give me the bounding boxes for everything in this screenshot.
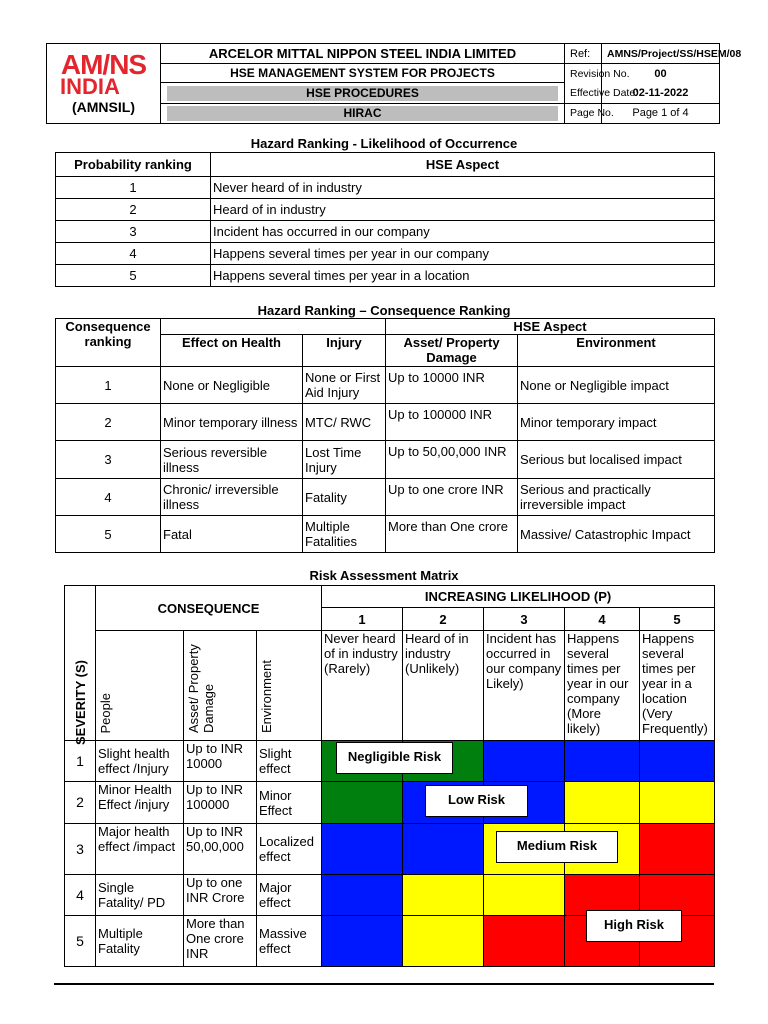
- consequence-asset: More than One crore: [386, 516, 518, 553]
- severity-people: Major health effect /impact: [96, 824, 184, 875]
- severity-num: 4: [65, 875, 96, 916]
- asset-label: Asset/ Property Damage: [186, 644, 216, 733]
- likelihood-desc: Incident has occurred in our company Likely): [484, 631, 565, 741]
- likelihood-desc: Never heard of in industry (Rarely): [322, 631, 403, 741]
- revision-value: 00: [602, 64, 720, 83]
- consequence-col-group: HSE Aspect: [386, 319, 715, 335]
- likelihood-num: 2: [403, 608, 484, 631]
- likelihood-col-rank: Probability ranking: [56, 153, 211, 177]
- company-logo: AM/NS: [60, 48, 147, 80]
- severity-asset: More than One crore INR: [184, 916, 257, 967]
- consequence-health: Serious reversible illness: [161, 441, 303, 479]
- consequence-env: Minor temporary impact: [518, 404, 715, 441]
- environment-label: Environment: [259, 660, 274, 733]
- risk-cell: [484, 741, 565, 782]
- severity-num: 3: [65, 824, 96, 875]
- risk-cell: [322, 782, 403, 824]
- likelihood-rank: 2: [56, 199, 211, 221]
- likelihood-aspect: Heard of in industry: [211, 199, 715, 221]
- severity-asset: Up to INR 10000: [184, 741, 257, 782]
- legend-low-risk: Low Risk: [425, 785, 528, 817]
- severity-env: Massive effect: [257, 916, 322, 967]
- likelihood-aspect: Happens several times per year in a location: [211, 265, 715, 287]
- consequence-env: Serious but localised impact: [518, 441, 715, 479]
- legend-negligible-risk: Negligible Risk: [336, 742, 453, 774]
- document-title: HIRAC: [167, 106, 558, 121]
- consequence-health: Chronic/ irreversible illness: [161, 479, 303, 516]
- page-value: Page 1 of 4: [602, 103, 720, 123]
- consequence-rank: 5: [56, 516, 161, 553]
- sub-header-env: [257, 631, 322, 741]
- likelihood-desc: Happens several times per year in our company (More likely): [565, 631, 640, 741]
- severity-label: SEVERITY (S): [72, 659, 88, 745]
- legend-high-risk: High Risk: [586, 910, 682, 942]
- table-row: [56, 367, 715, 404]
- risk-cell: [565, 741, 640, 782]
- risk-cell: [484, 875, 565, 916]
- consequence-health: None or Negligible: [161, 367, 303, 404]
- consequence-injury: None or First Aid Injury: [303, 367, 386, 404]
- consequence-header-spacer: [161, 319, 386, 335]
- consequence-env: Massive/ Catastrophic Impact: [518, 516, 715, 553]
- likelihood-col-aspect: HSE Aspect: [211, 153, 715, 177]
- risk-cell: [322, 824, 403, 875]
- consequence-col-injury: Injury: [303, 335, 386, 367]
- severity-axis-cell: [65, 586, 96, 745]
- sub-header-people: [96, 631, 184, 741]
- severity-people: Multiple Fatality: [96, 916, 184, 967]
- risk-cell: [565, 782, 640, 824]
- table-row: [56, 199, 715, 221]
- document-header: [46, 43, 742, 124]
- ref-label: Ref:: [565, 44, 602, 64]
- table-row: [56, 441, 715, 479]
- severity-people: Slight health effect /Injury: [96, 741, 184, 782]
- consequence-health: Fatal: [161, 516, 303, 553]
- severity-env: Minor Effect: [257, 782, 322, 824]
- table-row: [56, 479, 715, 516]
- consequence-col-health: Effect on Health: [161, 335, 303, 367]
- risk-cell: [640, 824, 715, 875]
- consequence-col-rank: Consequence ranking: [56, 319, 161, 367]
- likelihood-rank: 3: [56, 221, 211, 243]
- consequence-header: CONSEQUENCE: [96, 586, 322, 631]
- table-row: [56, 404, 715, 441]
- consequence-title: Hazard Ranking – Consequence Ranking: [257, 303, 511, 318]
- consequence-injury: MTC/ RWC: [303, 404, 386, 441]
- sub-header-asset: [184, 631, 257, 741]
- ref-value: AMNS/Project/SS/HSEM/08: [602, 44, 720, 64]
- likelihood-desc: Heard of in industry (Unlikely): [403, 631, 484, 741]
- likelihood-num: 1: [322, 608, 403, 631]
- company-logo-sub: INDIA: [60, 73, 120, 99]
- severity-num: 5: [65, 916, 96, 967]
- consequence-env: None or Negligible impact: [518, 367, 715, 404]
- consequence-health: Minor temporary illness: [161, 404, 303, 441]
- severity-env: Localized effect: [257, 824, 322, 875]
- effective-date-value: 02-11-2022: [602, 83, 720, 103]
- risk-cell: [403, 875, 484, 916]
- likelihood-header: INCREASING LIKELIHOOD (P): [322, 586, 715, 608]
- severity-num: 2: [65, 782, 96, 824]
- consequence-injury: Multiple Fatalities: [303, 516, 386, 553]
- consequence-injury: Fatality: [303, 479, 386, 516]
- likelihood-aspect: Happens several times per year in our company: [211, 243, 715, 265]
- consequence-table: [55, 318, 715, 553]
- consequence-rank: 4: [56, 479, 161, 516]
- risk-cell: [484, 916, 565, 967]
- risk-cell: [403, 916, 484, 967]
- likelihood-table: [55, 152, 715, 287]
- severity-env: Major effect: [257, 875, 322, 916]
- severity-asset: Up to INR 50,00,000: [184, 824, 257, 875]
- revision-label: Revision No.: [565, 64, 602, 83]
- company-name: ARCELOR MITTAL NIPPON STEEL INDIA LIMITED: [161, 44, 565, 64]
- consequence-asset: Up to 50,00,000 INR: [386, 441, 518, 479]
- likelihood-title: Hazard Ranking - Likelihood of Occurrence: [250, 136, 518, 151]
- table-row: [56, 265, 715, 287]
- consequence-col-env: Environment: [518, 335, 715, 367]
- consequence-injury: Lost Time Injury: [303, 441, 386, 479]
- likelihood-aspect: Incident has occurred in our company: [211, 221, 715, 243]
- consequence-env: Serious and practically irreversible impact: [518, 479, 715, 516]
- consequence-asset: Up to one crore INR: [386, 479, 518, 516]
- matrix-title: Risk Assessment Matrix: [309, 568, 459, 583]
- table-row: [56, 516, 715, 553]
- company-abbreviation: (AMNSIL): [72, 98, 135, 115]
- table-row: [56, 243, 715, 265]
- severity-env: Slight effect: [257, 741, 322, 782]
- consequence-rank: 2: [56, 404, 161, 441]
- effective-date-label: Effective Date:: [565, 83, 602, 103]
- consequence-asset: Up to 10000 INR: [386, 367, 518, 404]
- matrix-row: [65, 782, 715, 824]
- severity-asset: Up to one INR Crore: [184, 875, 257, 916]
- system-name: HSE MANAGEMENT SYSTEM FOR PROJECTS: [161, 64, 565, 83]
- risk-cell: [322, 916, 403, 967]
- consequence-col-asset: Asset/ Property Damage: [386, 335, 518, 367]
- severity-num: 1: [65, 741, 96, 782]
- risk-cell: [322, 875, 403, 916]
- severity-people: Single Fatality/ PD: [96, 875, 184, 916]
- severity-asset: Up to INR 100000: [184, 782, 257, 824]
- people-label: People: [98, 692, 113, 733]
- likelihood-desc: Happens several times per year in a location (Very Frequently): [640, 631, 715, 741]
- consequence-rank: 1: [56, 367, 161, 404]
- severity-people: Minor Health Effect /injury: [96, 782, 184, 824]
- logo-cell: [47, 44, 161, 124]
- consequence-rank: 3: [56, 441, 161, 479]
- legend-medium-risk: Medium Risk: [496, 831, 618, 863]
- risk-cell: [403, 824, 484, 875]
- likelihood-num: 4: [565, 608, 640, 631]
- table-row: [56, 177, 715, 199]
- risk-cell: [640, 782, 715, 824]
- likelihood-rank: 1: [56, 177, 211, 199]
- likelihood-rank: 4: [56, 243, 211, 265]
- likelihood-aspect: Never heard of in industry: [211, 177, 715, 199]
- page-label: Page No.: [565, 103, 602, 123]
- consequence-asset: Up to 100000 INR: [386, 404, 518, 441]
- likelihood-rank: 5: [56, 265, 211, 287]
- likelihood-num: 3: [484, 608, 565, 631]
- procedures-label: HSE PROCEDURES: [167, 86, 558, 101]
- footer-rule: [54, 983, 714, 985]
- likelihood-num: 5: [640, 608, 715, 631]
- risk-cell: [640, 741, 715, 782]
- table-row: [56, 221, 715, 243]
